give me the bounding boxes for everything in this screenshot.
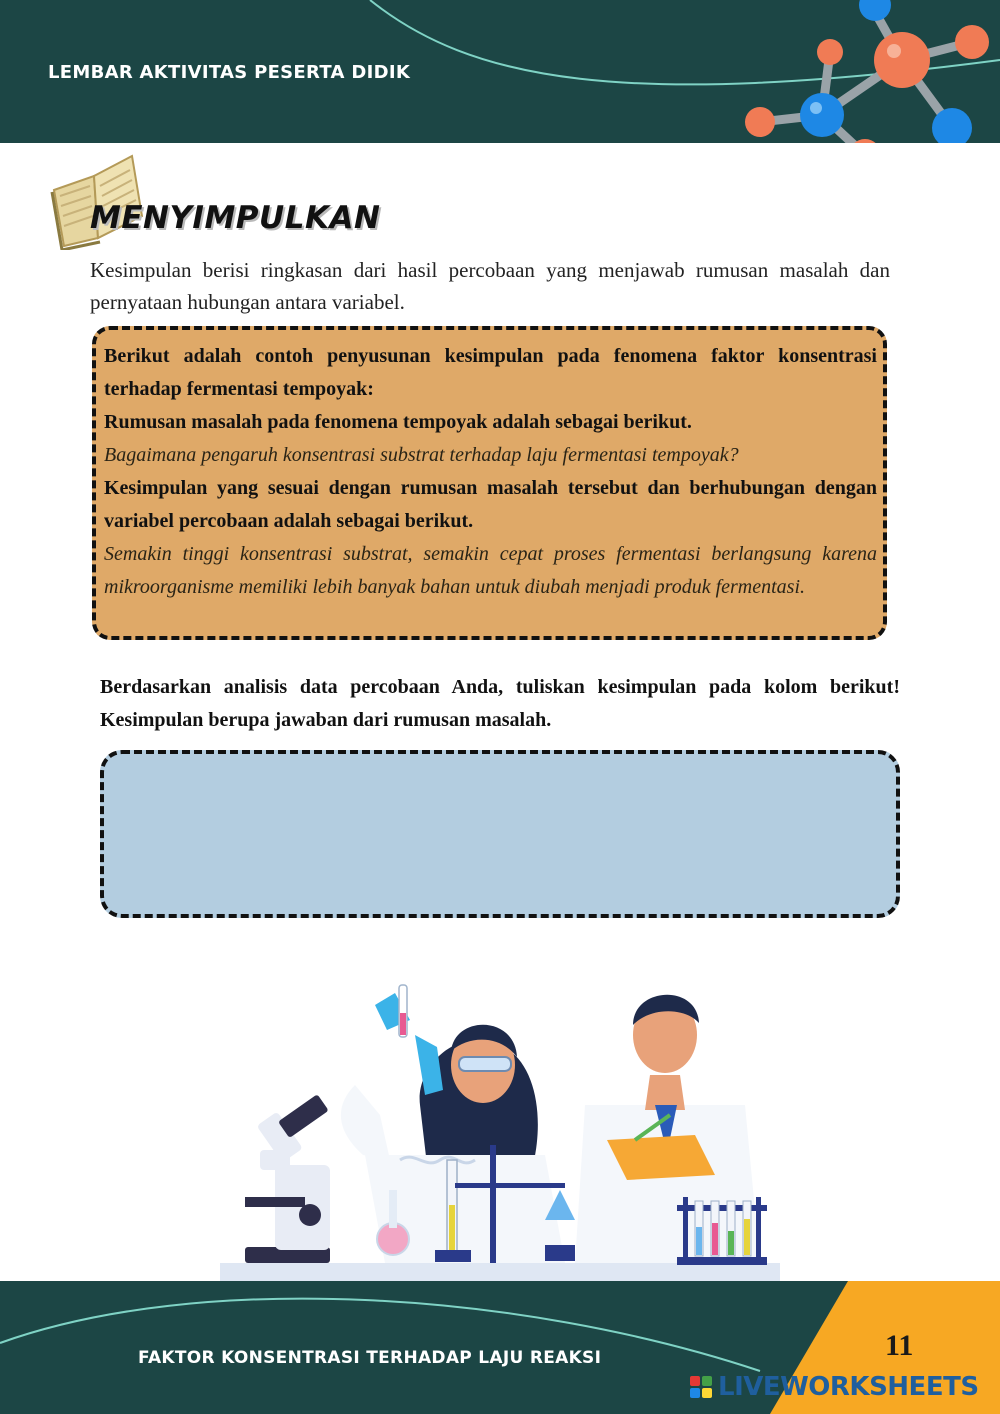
microscope-icon <box>245 1094 330 1263</box>
page-header <box>0 0 1000 143</box>
header-title: LEMBAR AKTIVITAS PESERTA DIDIK <box>48 62 411 83</box>
example-problem-label: Rumusan masalah pada fenomena tempoyak adalah sebagai berikut. <box>104 411 692 433</box>
molecule-icon <box>730 0 1000 143</box>
section-intro: Kesimpulan berisi ringkasan dari hasil percobaan yang menjawab rumusan masalah dan pernyataan hubungan antara variabel. <box>90 258 890 314</box>
section-title: MENYIMPULKAN <box>90 200 381 236</box>
watermark <box>690 1372 979 1402</box>
conclusion-answer-field[interactable] <box>100 750 900 918</box>
footer-title: FAKTOR KONSENTRASI TERHADAP LAJU REAKSI <box>138 1348 602 1368</box>
page-number: 11 <box>885 1329 914 1362</box>
liveworksheets-logo <box>690 1376 712 1398</box>
example-conclusion-label: Kesimpulan yang sesuai dengan rumusan masalah tersebut dan berhubungan dengan variabel percobaan adalah sebagai berikut. <box>104 477 877 532</box>
example-conclusion: Semakin tinggi konsentrasi substrat, semakin cepat proses fermentasi berlangsung karena mikroorganisme memiliki lebih banyak bahan untuk diubah menjadi produk fermentasi. <box>104 543 877 598</box>
instruction-text: Berdasarkan analisis data percobaan Anda, tuliskan kesimpulan pada kolom berikut! Kesimpulan berupa jawaban dari rumusan masalah. <box>100 676 900 731</box>
watermark-text: LIVEWORKSHEETS <box>718 1372 979 1402</box>
scientists-lab-illustration <box>215 965 785 1281</box>
example-intro: Berikut adalah contoh penyusunan kesimpulan pada fenomena faktor konsentrasi terhadap fermentasi tempoyak: <box>104 345 877 400</box>
example-problem: Bagaimana pengaruh konsentrasi substrat terhadap laju fermentasi tempoyak? <box>104 444 739 466</box>
page-footer <box>0 1281 1000 1414</box>
example-box <box>92 326 887 640</box>
